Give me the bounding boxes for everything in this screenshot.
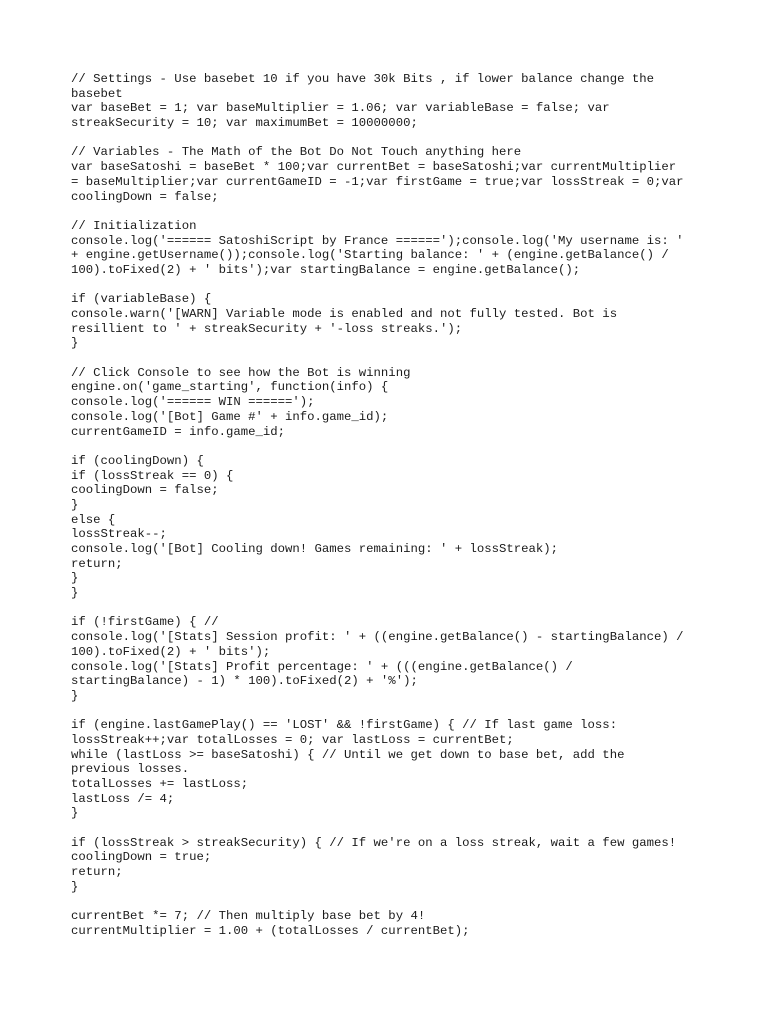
code-line: coolingDown = false;: [71, 483, 219, 498]
code-line: basebet: [71, 86, 123, 101]
code-line: }: [71, 586, 79, 601]
code-line: console.log('[Bot] Game #' + info.game_id);: [71, 409, 389, 424]
code-line: totalLosses += lastLoss;: [71, 777, 249, 791]
code-line: }: [71, 497, 79, 512]
code-line: streakSecurity = 10; var maximumBet = 10000000;: [71, 116, 418, 131]
blank-line: [71, 895, 711, 910]
code-line: }: [71, 688, 79, 703]
code-line: currentGameID = info.game_id;: [71, 424, 286, 439]
blank-line: [71, 601, 711, 616]
code-line: else {: [71, 512, 116, 527]
code-line: if (lossStreak == 0) {: [71, 468, 234, 483]
code-line: }: [71, 806, 79, 821]
code-line: engine.on('game_starting', function(info) {: [71, 380, 389, 395]
code-line: if (variableBase) {: [71, 292, 212, 307]
code-line: previous losses.: [71, 762, 190, 777]
code-line: // Click Console to see how the Bot is winning: [71, 365, 411, 380]
code-line: // Initialization: [71, 218, 197, 233]
code-line: // Settings - Use basebet 10 if you have 30k Bits , if lower balance change the: [71, 72, 654, 86]
blank-line: [71, 351, 711, 366]
code-line: console.log('[Stats] Profit percentage: ' + (((engine.getBalance() /: [71, 659, 573, 674]
code-line: if (engine.lastGamePlay() == 'LOST' && !firstGame) { // If last game loss:: [71, 718, 618, 733]
code-line: currentBet *= 7; // Then multiply base bet by 4!: [71, 909, 426, 924]
code-document: [71, 72, 711, 939]
code-line: coolingDown = true;: [71, 850, 212, 865]
code-line: }: [71, 571, 79, 586]
code-line: var baseBet = 1; var baseMultiplier = 1.06; var variableBase = false; var: [71, 101, 610, 116]
code-line: console.log('====== WIN ======');: [71, 395, 315, 410]
code-line: if (!firstGame) { //: [71, 615, 219, 630]
code-line: return;: [71, 556, 123, 571]
code-line: 100).toFixed(2) + ' bits');: [71, 644, 271, 659]
code-line: lastLoss /= 4;: [71, 791, 175, 806]
code-line: console.log('[Stats] Session profit: ' + ((engine.getBalance() - startingBalance) /: [71, 630, 684, 645]
code-line: console.log('[Bot] Cooling down! Games remaining: ' + lossStreak);: [71, 542, 559, 556]
code-line: // Variables - The Math of the Bot Do Not Touch anything here: [71, 145, 522, 160]
code-line: coolingDown = false;: [71, 189, 219, 204]
blank-line: [71, 704, 711, 719]
code-line: lossStreak--;: [71, 527, 167, 542]
code-line: console.warn('[WARN] Variable mode is enabled and not fully tested. Bot is: [71, 307, 618, 321]
code-line: lossStreak++;var totalLosses = 0; var lastLoss = currentBet;: [71, 732, 514, 747]
code-line: startingBalance) - 1) * 100).toFixed(2) + '%');: [71, 674, 418, 689]
code-line: }: [71, 879, 79, 894]
code-line: var baseSatoshi = baseBet * 100;var currentBet = baseSatoshi;var currentMultiplier: [71, 160, 677, 175]
code-line: resillient to ' + streakSecurity + '-loss streaks.');: [71, 321, 463, 336]
code-line: console.log('====== SatoshiScript by France ======');console.log('My username is: ': [71, 233, 684, 248]
blank-line: [71, 821, 711, 836]
blank-line: [71, 204, 711, 219]
blank-line: [71, 131, 711, 146]
code-line: + engine.getUsername());console.log('Starting balance: ' + (engine.getBalance() /: [71, 248, 669, 263]
blank-line: [71, 439, 711, 454]
code-line: while (lastLoss >= baseSatoshi) { // Until we get down to base bet, add the: [71, 747, 625, 762]
code-line: }: [71, 336, 79, 351]
code-line: if (lossStreak > streakSecurity) { // If we're on a loss streak, wait a few games!: [71, 835, 677, 850]
code-line: = baseMultiplier;var currentGameID = -1;var firstGame = true;var lossStreak = 0;var: [71, 174, 684, 189]
code-line: if (coolingDown) {: [71, 453, 204, 468]
code-line: return;: [71, 865, 123, 880]
code-line: currentMultiplier = 1.00 + (totalLosses / currentBet);: [71, 923, 470, 938]
code-line: 100).toFixed(2) + ' bits');var startingBalance = engine.getBalance();: [71, 262, 581, 277]
blank-line: [71, 278, 711, 293]
